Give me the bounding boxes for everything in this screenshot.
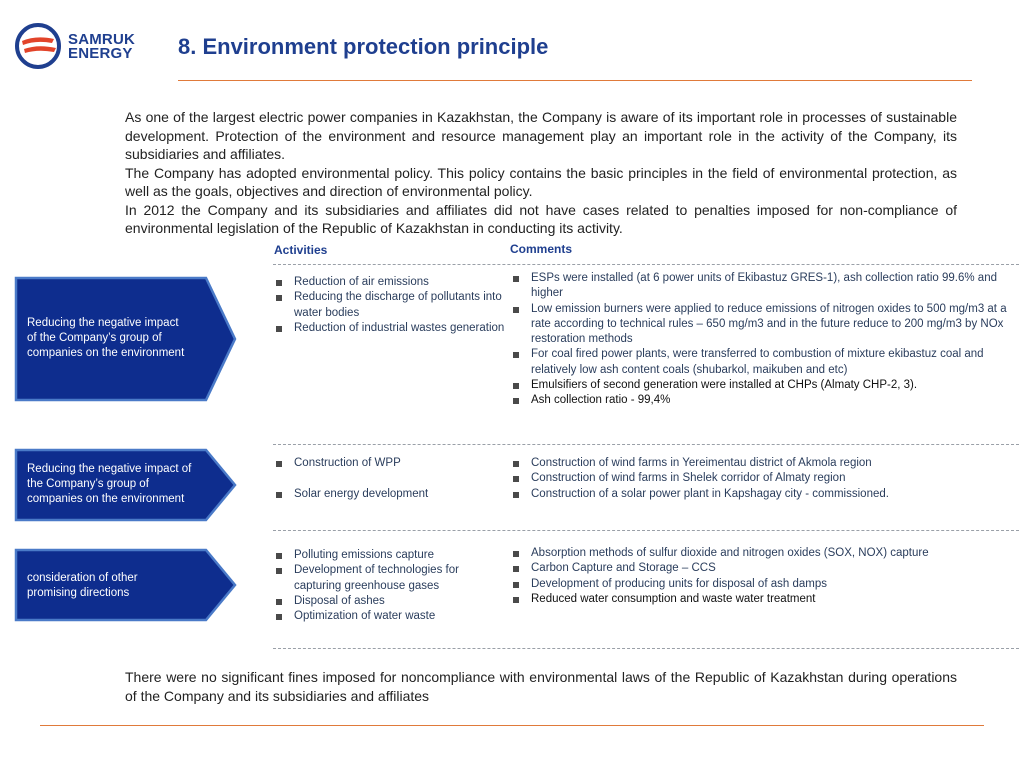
- row-1-label-line: Reducing the negative impact: [27, 317, 179, 329]
- row-3-activities-list: [273, 548, 507, 624]
- row-3-label-line: promising directions: [27, 587, 130, 599]
- row-divider: [273, 530, 1019, 531]
- list-item: Optimization of water waste: [273, 609, 507, 624]
- intro-text: [125, 108, 957, 238]
- logo-emblem-icon: [14, 22, 66, 70]
- intro-paragraph-1: As one of the largest electric power companies in Kazakhstan, the Company is aware of its important role in processes of sustainable development. Protection of the environment and resource management play an important role in the activity of the Company, its subsidiaries and affiliates.: [125, 109, 957, 162]
- list-item: Polluting emissions capture: [273, 548, 507, 563]
- samruk-energy-logo: [14, 22, 149, 70]
- list-item: Disposal of ashes: [273, 594, 507, 609]
- row-1-label: [27, 316, 184, 361]
- row-2-activities-list: [273, 456, 507, 502]
- list-item: Reduction of industrial wastes generation: [273, 321, 507, 336]
- row-2-label-line: the Company’s group of: [27, 478, 149, 490]
- row-2-label-line: Reducing the negative impact of: [27, 463, 192, 475]
- list-item: Carbon Capture and Storage – CCS: [510, 561, 1015, 576]
- list-item: Construction of wind farms in Shelek corridor of Almaty region: [510, 471, 1015, 486]
- row-divider: [273, 444, 1019, 445]
- row-2-label-arrow: [14, 448, 238, 522]
- row-3-comments-list: [510, 546, 1015, 607]
- row-1-label-line: of the Company’s group of: [27, 332, 162, 344]
- title-divider: [178, 80, 972, 81]
- row-2-label: [27, 462, 191, 507]
- row-1-label-arrow: [14, 276, 238, 402]
- list-item: Reduction of air emissions: [273, 275, 507, 290]
- list-item: Reduced water consumption and waste water treatment: [510, 592, 1015, 607]
- logo-text-line1: SAMRUK: [68, 31, 136, 48]
- activities-header: Activities: [274, 243, 328, 257]
- list-item: Reducing the discharge of pollutants into water bodies: [273, 290, 507, 321]
- intro-paragraph-2: The Company has adopted environmental policy. This policy contains the basic principles in the field of environmental protection, as well as the goals, objectives and direction of environmental policy.: [125, 164, 957, 199]
- footer-divider: [40, 725, 984, 726]
- row-3-label-line: consideration of other: [27, 572, 138, 584]
- list-item: Low emission burners were applied to reduce emissions of nitrogen oxides to 500 mg/m3 at a rate according to technical rules – 650 mg/m3 and in the future reduce to 200 mg/m3 by NOx restoration methods: [510, 302, 1015, 348]
- list-item: Development of technologies for capturing greenhouse gases: [273, 563, 507, 594]
- list-item: Absorption methods of sulfur dioxide and nitrogen oxides (SOX, NOX) capture: [510, 546, 1015, 561]
- logo-text-line2: ENERGY: [68, 45, 133, 62]
- list-item: Construction of a solar power plant in Kapshagay city - commissioned.: [510, 487, 1015, 502]
- intro-paragraph-3: In 2012 the Company and its subsidiaries and affiliates did not have cases related to penalties imposed for non-compliance of environmental legislation of the Republic of Kazakhstan in conducting its activity.: [125, 201, 957, 236]
- list-item: Ash collection ratio - 99,4%: [510, 393, 1015, 408]
- comments-header: Comments: [510, 242, 573, 256]
- row-2-label-line: companies on the environment: [27, 493, 185, 505]
- list-item: Development of producing units for disposal of ash damps: [510, 577, 1015, 592]
- list-item: Construction of wind farms in Yereimentau district of Akmola region: [510, 456, 1015, 471]
- list-item: ESPs were installed (at 6 power units of Ekibastuz GRES-1), ash collection ratio 99.6% and higher: [510, 271, 1015, 302]
- slide-title: 8. Environment protection principle: [178, 34, 549, 59]
- row-divider: [273, 648, 1019, 649]
- row-1-activities-list: [273, 275, 507, 336]
- row-3-label: [27, 571, 138, 601]
- row-1-label-line: companies on the environment: [27, 347, 185, 359]
- row-divider: [273, 264, 1019, 265]
- list-item: For coal fired power plants, were transferred to combustion of mixture ekibastuz coal and relatively low ash content coals (shubarkol, maikuben and etc): [510, 347, 1015, 378]
- row-2-comments-list: [510, 456, 1015, 502]
- row-3-label-arrow: [14, 548, 238, 622]
- list-item: Construction of WPP: [273, 456, 507, 471]
- list-item: Solar energy development: [273, 487, 507, 502]
- conclusion-text: There were no significant fines imposed for noncompliance with environmental laws of the Republic of Kazakhstan during operations of the Company and its subsidiaries and affiliates: [125, 669, 957, 704]
- list-item: Emulsifiers of second generation were installed at CHPs (Almaty CHP-2, 3).: [510, 378, 1015, 393]
- row-1-comments-list: [510, 271, 1015, 409]
